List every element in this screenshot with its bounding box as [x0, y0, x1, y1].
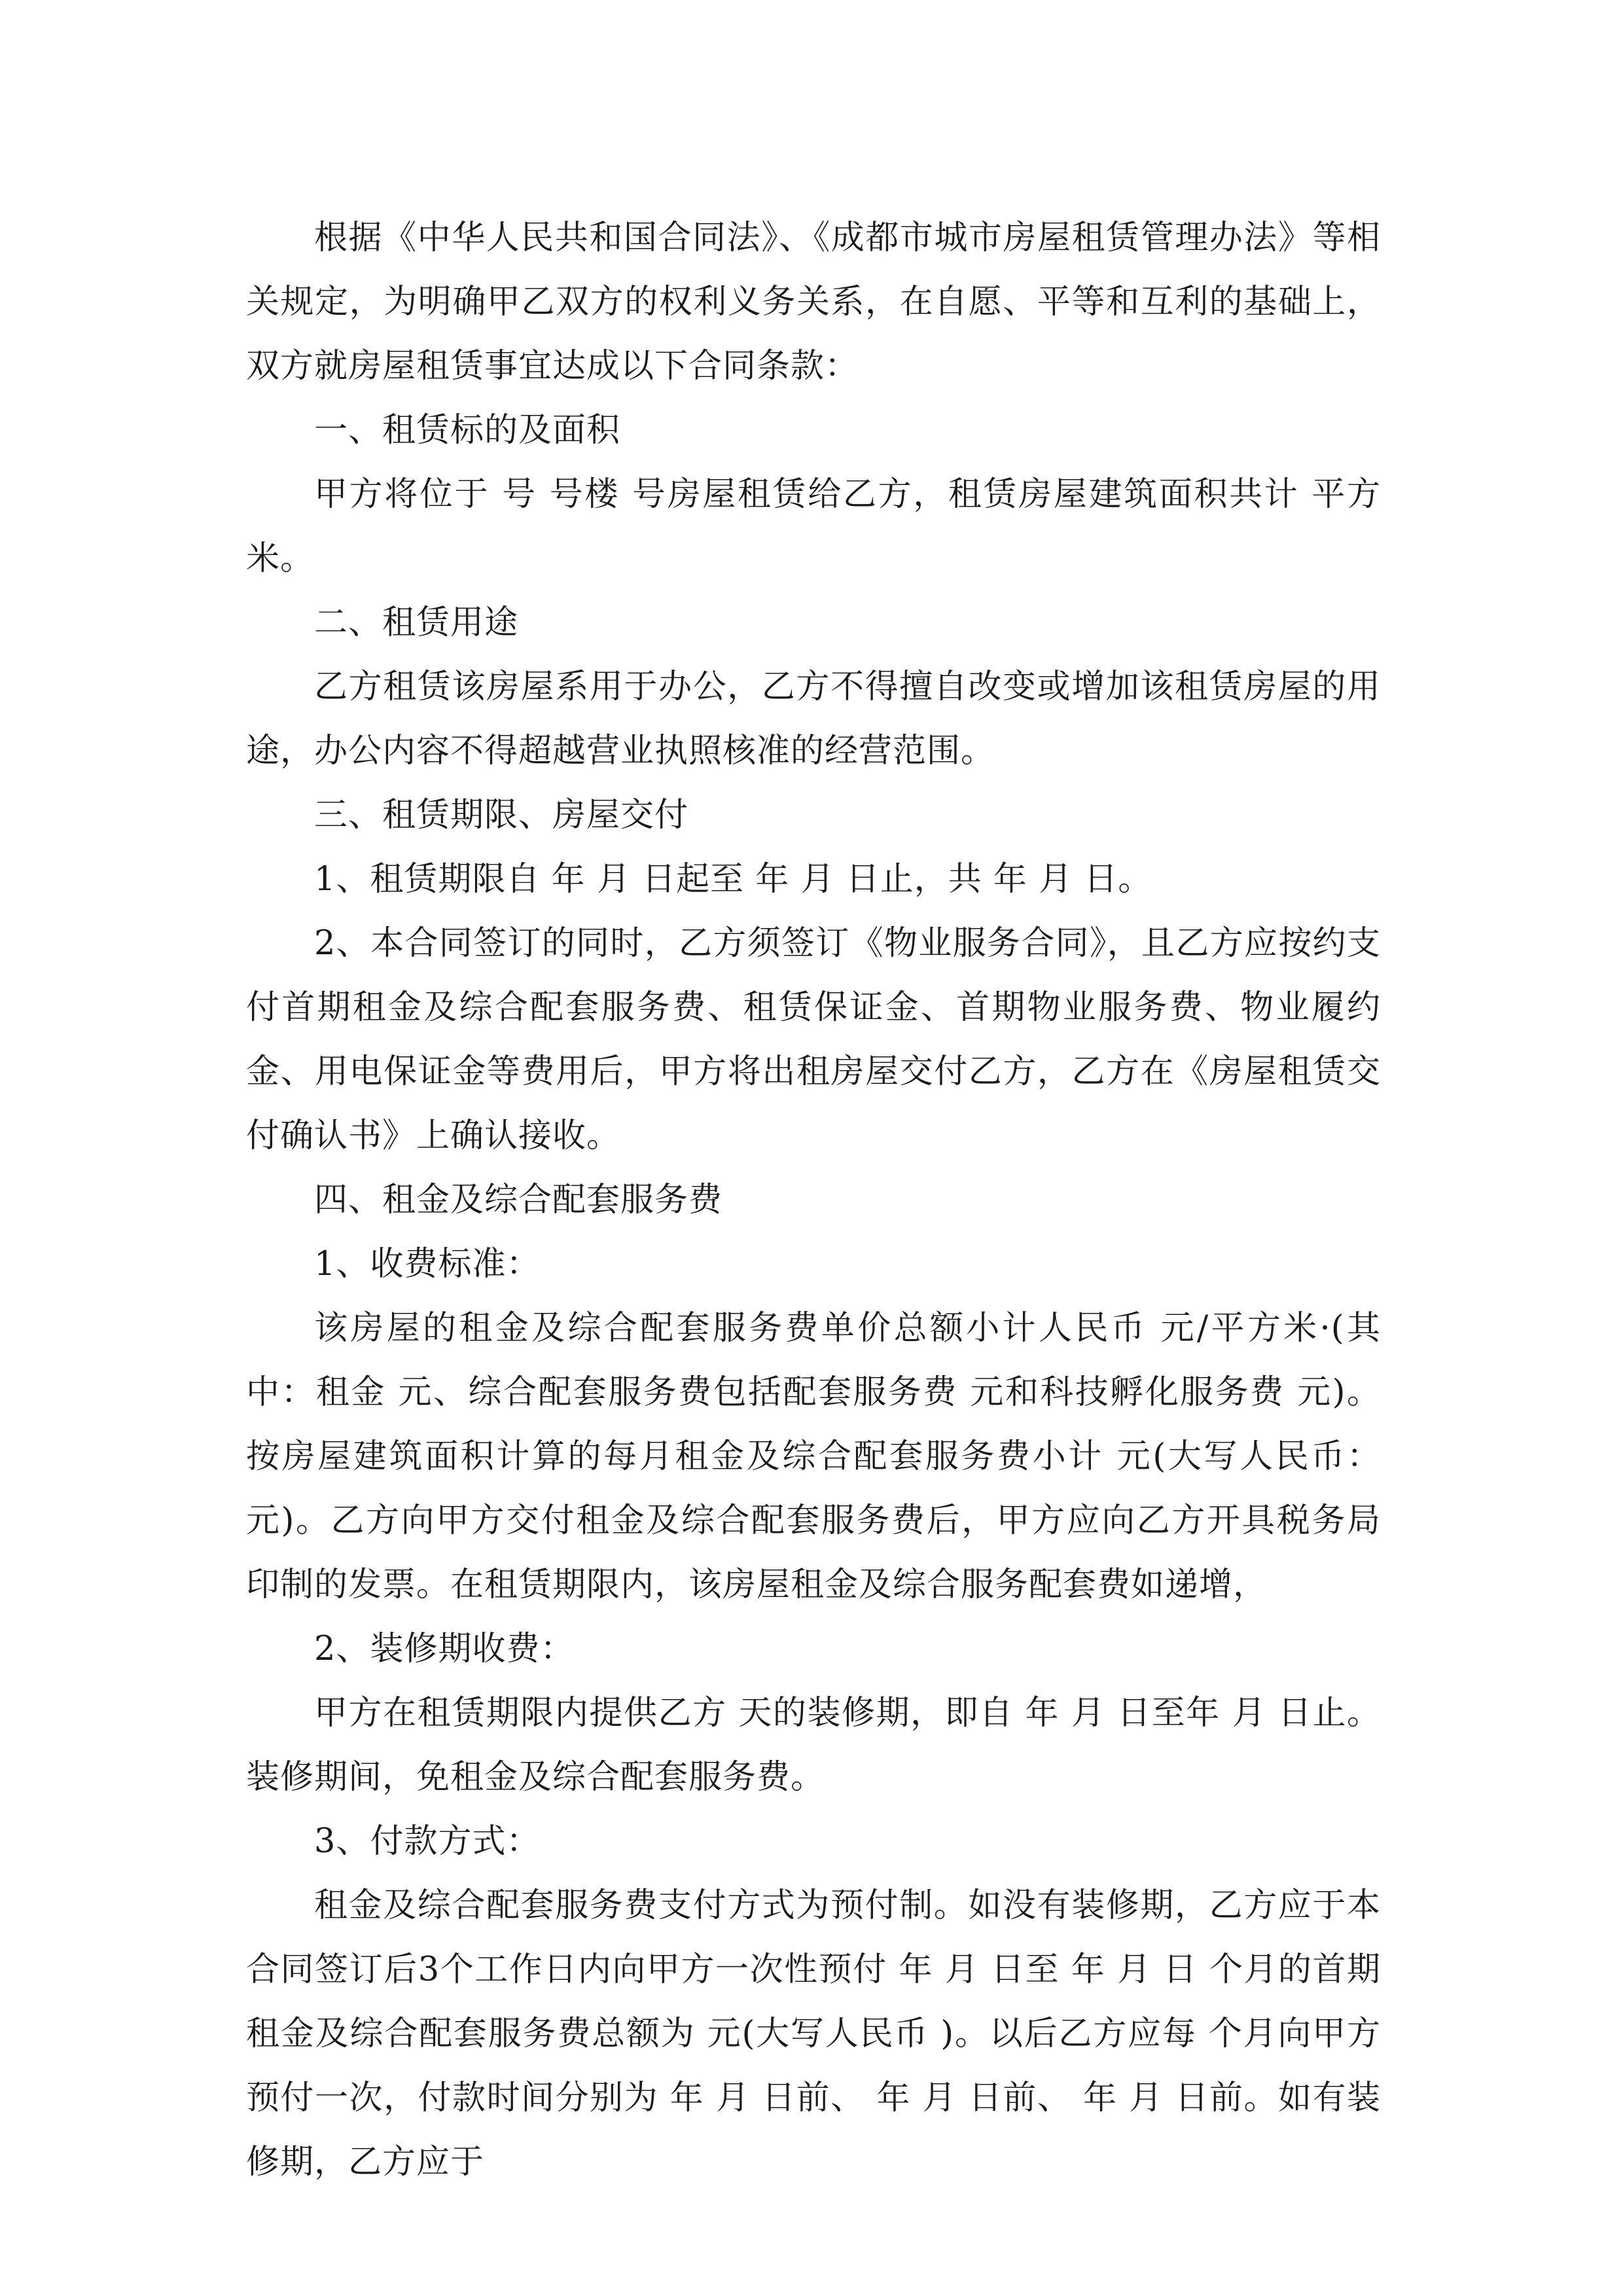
section-heading-1: 一、租赁标的及面积 — [314, 411, 621, 450]
paragraph-payment-method: 租金及综合配套服务费支付方式为预付制。如没有装修期，乙方应于本合同签订后3个工作日内向甲方一次性预付 年 月 日至 年 月 日 个月的首期租金及综合配套服务费总额为 元(大写人民币 )。以后乙方应每 个月向甲方预付一次，付款时间分别为 年 月 日前、 年 月 日前、 年 月 日前。如有装修期，乙方应于 — [246, 1886, 1381, 2181]
document-page — [246, 206, 1381, 2195]
paragraph-fee-standard: 该房屋的租金及综合配套服务费单价总额小计人民币 元/平方米·(其中：租金 元、综合配套服务费包括配套服务费 元和科技孵化服务费 元)。按房屋建筑面积计算的每月租金及综合配套服务费小计 元(大写人民币： 元)。乙方向甲方交付租金及综合配套服务费后，甲方应向乙方开具税务局印制的发票。在租赁期限内，该房屋租金及综合服务配套费如递增， — [246, 1309, 1381, 1604]
subheading-fee-standard: 1、收费标准： — [314, 1245, 541, 1283]
paragraph-lease-object: 甲方将位于 号 号楼 号房屋租赁给乙方，租赁房屋建筑面积共计 平方米。 — [246, 475, 1381, 578]
paragraph-lease-use: 乙方租赁该房屋系用于办公，乙方不得擅自改变或增加该租赁房屋的用途，办公内容不得超越营业执照核准的经营范围。 — [246, 668, 1381, 770]
paragraph-lease-term: 1、租赁期限自 年 月 日起至 年 月 日止，共 年 月 日。 — [314, 860, 1152, 899]
subheading-payment-method: 3、付款方式： — [314, 1822, 541, 1861]
section-heading-3: 三、租赁期限、房屋交付 — [314, 796, 689, 834]
paragraph-delivery: 2、本合同签订的同时，乙方须签订《物业服务合同》，且乙方应按约支付首期租金及综合配套服务费、租赁保证金、首期物业服务费、物业履约金、用电保证金等费用后，甲方将出租房屋交付乙方，乙方在《房屋租赁交付确认书》上确认接收。 — [246, 924, 1381, 1155]
paragraph-renovation-period: 甲方在租赁期限内提供乙方 天的装修期，即自 年 月 日至年 月 日止。装修期间，免租金及综合配套服务费。 — [246, 1694, 1381, 1797]
paragraph-preamble: 根据《中华人民共和国合同法》、《成都市城市房屋租赁管理办法》等相关规定，为明确甲乙双方的权利义务关系，在自愿、平等和互利的基础上，双方就房屋租赁事宜达成以下合同条款： — [246, 219, 1381, 386]
section-heading-2: 二、租赁用途 — [314, 603, 519, 642]
section-heading-4: 四、租金及综合配套服务费 — [314, 1181, 723, 1219]
subheading-renovation-fee: 2、装修期收费： — [314, 1630, 575, 1668]
